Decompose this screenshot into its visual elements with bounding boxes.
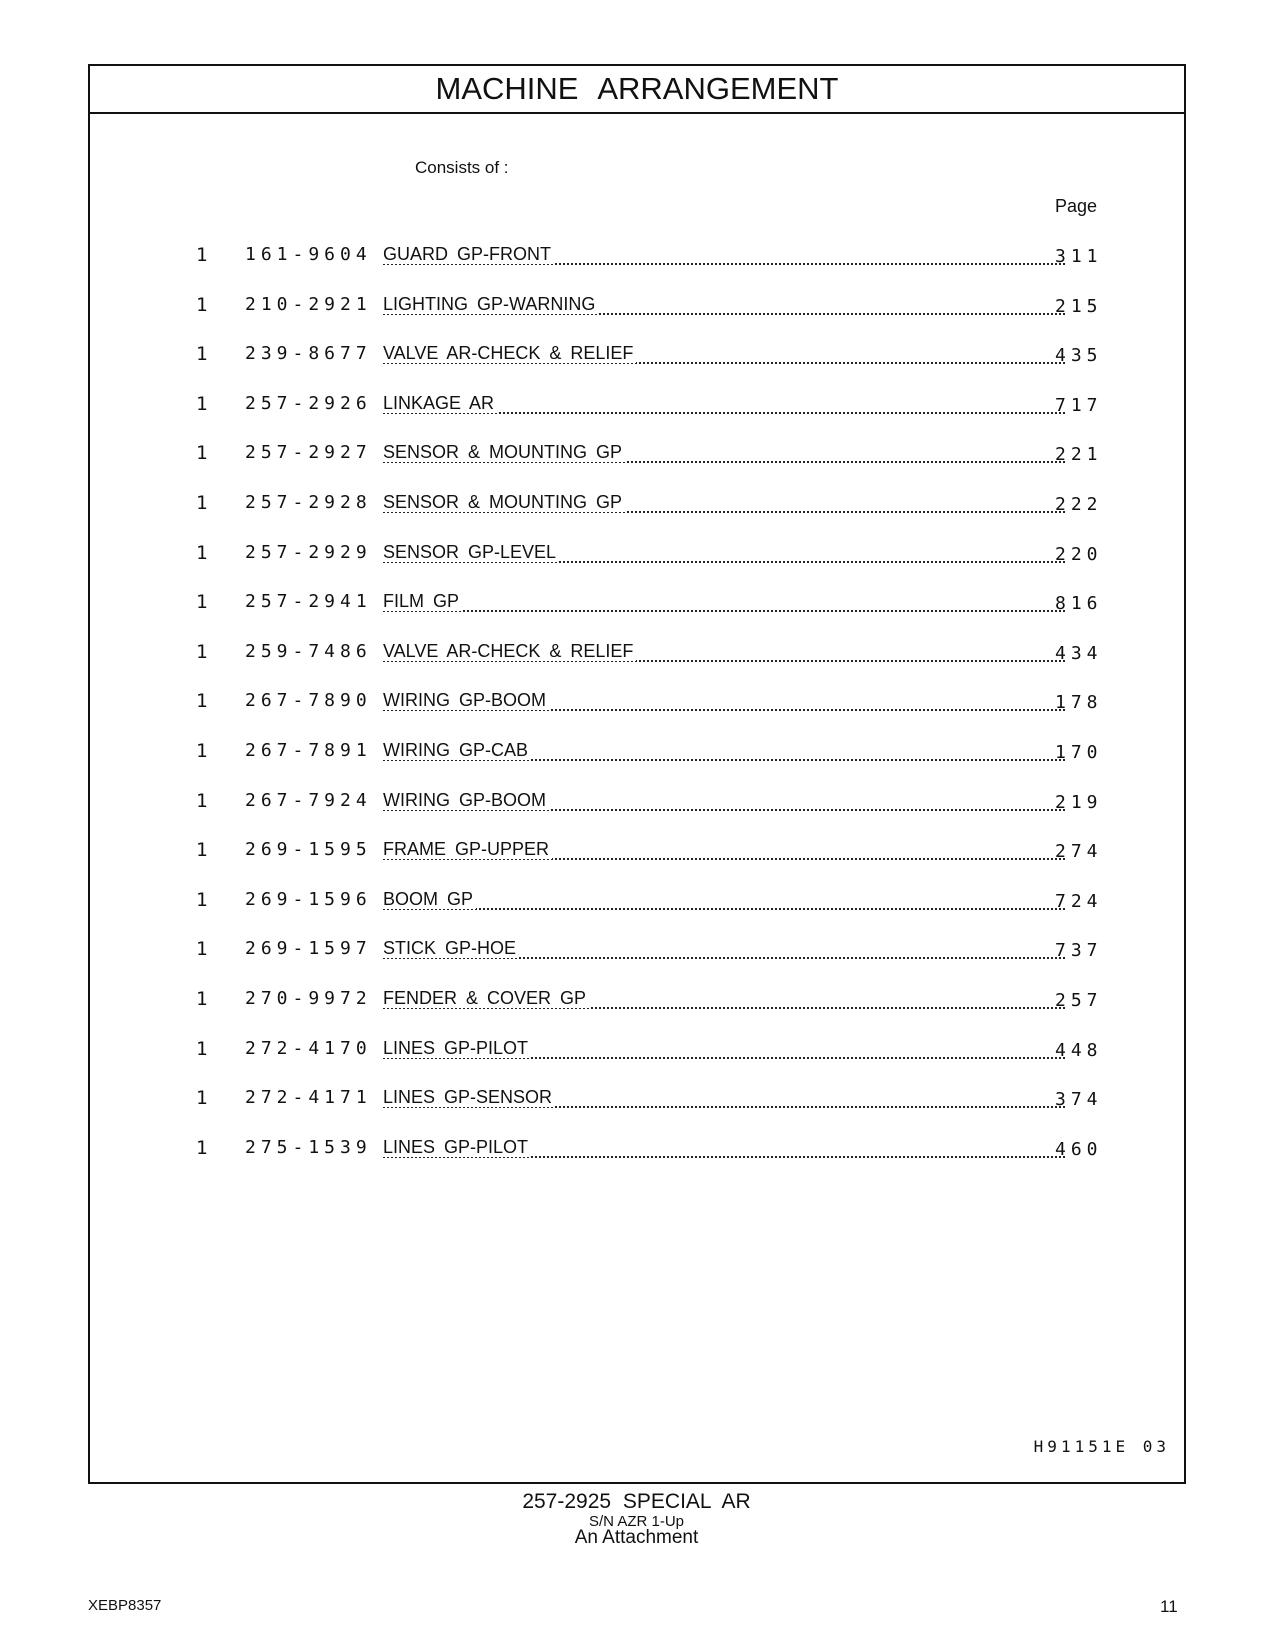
item-quantity: 1 bbox=[196, 690, 208, 713]
item-part-number: 257-2929 bbox=[245, 541, 372, 563]
item-description: BOOM GP bbox=[383, 889, 1065, 915]
item-page: 178 bbox=[1055, 692, 1103, 714]
item-description: SENSOR GP-LEVEL bbox=[383, 542, 1065, 568]
list-item bbox=[90, 690, 1184, 720]
item-part-number: 267-7924 bbox=[245, 789, 372, 811]
item-description: LINKAGE AR bbox=[383, 393, 1065, 419]
item-quantity: 1 bbox=[196, 492, 208, 514]
item-description: VALVE AR-CHECK & RELIEF bbox=[383, 641, 1065, 667]
item-part-number: 267-7890 bbox=[245, 690, 372, 712]
item-quantity: 1 bbox=[196, 988, 208, 1010]
item-quantity: 1 bbox=[196, 1136, 208, 1159]
item-quantity: 1 bbox=[196, 740, 208, 762]
item-page: 724 bbox=[1055, 890, 1103, 912]
item-part-number: 257-2927 bbox=[245, 442, 372, 464]
document-id: XEBP8357 bbox=[88, 1597, 162, 1614]
item-quantity: 1 bbox=[196, 392, 208, 415]
item-page: 222 bbox=[1055, 494, 1103, 515]
list-item bbox=[90, 1038, 1184, 1068]
item-quantity: 1 bbox=[196, 442, 208, 465]
list-item bbox=[90, 889, 1184, 919]
item-quantity: 1 bbox=[196, 343, 208, 366]
item-description: SENSOR & MOUNTING GP bbox=[383, 492, 1065, 518]
item-part-number: 275-1539 bbox=[245, 1136, 372, 1158]
list-item bbox=[90, 740, 1184, 770]
list-item bbox=[90, 839, 1184, 869]
list-item bbox=[90, 790, 1184, 820]
list-item bbox=[90, 641, 1184, 671]
item-page: 460 bbox=[1055, 1138, 1103, 1160]
item-page: 221 bbox=[1055, 444, 1103, 466]
item-description: LIGHTING GP-WARNING bbox=[383, 294, 1065, 320]
item-page: 274 bbox=[1055, 841, 1103, 863]
item-description: LINES GP-PILOT bbox=[383, 1038, 1065, 1064]
item-quantity: 1 bbox=[196, 1087, 208, 1110]
item-page: 257 bbox=[1055, 990, 1103, 1011]
consists-of-label: Consists of : bbox=[415, 158, 509, 177]
item-part-number: 161-9604 bbox=[245, 244, 372, 265]
item-description: WIRING GP-BOOM bbox=[383, 690, 1065, 716]
attachment-label: An Attachment bbox=[574, 1527, 699, 1548]
item-description: LINES GP-PILOT bbox=[383, 1137, 1065, 1163]
item-quantity: 1 bbox=[196, 541, 208, 564]
arrangement-name: 257-2925 SPECIAL AR bbox=[522, 1490, 751, 1513]
item-page: 220 bbox=[1055, 543, 1103, 565]
item-page: 816 bbox=[1055, 593, 1103, 615]
item-description: STICK GP-HOE bbox=[383, 938, 1065, 964]
serial-range: S/N AZR 1-Up bbox=[588, 1513, 685, 1530]
item-page: 448 bbox=[1055, 1039, 1103, 1061]
list-item bbox=[90, 542, 1184, 572]
list-item bbox=[90, 492, 1184, 522]
item-part-number: 259-7486 bbox=[245, 640, 372, 662]
item-page: 170 bbox=[1055, 742, 1103, 763]
item-part-number: 267-7891 bbox=[245, 740, 372, 761]
item-part-number: 272-4170 bbox=[245, 1037, 372, 1059]
list-item bbox=[90, 393, 1184, 423]
item-description: FILM GP bbox=[383, 591, 1065, 617]
item-page: 219 bbox=[1055, 791, 1103, 813]
item-quantity: 1 bbox=[196, 293, 208, 316]
item-quantity: 1 bbox=[196, 839, 208, 862]
item-page: 434 bbox=[1055, 642, 1103, 664]
list-item bbox=[90, 1137, 1184, 1167]
item-part-number: 272-4171 bbox=[245, 1087, 372, 1109]
item-description: LINES GP-SENSOR bbox=[383, 1087, 1065, 1113]
item-part-number: 210-2921 bbox=[245, 293, 372, 315]
item-part-number: 257-2941 bbox=[245, 591, 372, 613]
page-number: 11 bbox=[1160, 1597, 1178, 1616]
item-page: 311 bbox=[1055, 246, 1103, 267]
list-item bbox=[90, 591, 1184, 621]
item-quantity: 1 bbox=[196, 789, 208, 812]
list-item bbox=[90, 988, 1184, 1018]
item-description: WIRING GP-CAB bbox=[383, 740, 1065, 766]
item-quantity: 1 bbox=[196, 938, 208, 961]
item-description: GUARD GP-FRONT bbox=[383, 244, 1065, 270]
item-page: 737 bbox=[1055, 940, 1103, 962]
page-column-header: Page bbox=[1055, 196, 1098, 216]
page-title: MACHINE ARRANGEMENT bbox=[90, 66, 1184, 114]
item-page: 717 bbox=[1055, 394, 1103, 416]
list-item bbox=[90, 1087, 1184, 1117]
item-quantity: 1 bbox=[196, 244, 208, 266]
item-part-number: 269-1595 bbox=[245, 839, 372, 861]
item-part-number: 270-9972 bbox=[245, 988, 372, 1009]
list-item bbox=[90, 442, 1184, 472]
list-item bbox=[90, 343, 1184, 373]
item-part-number: 269-1597 bbox=[245, 938, 372, 960]
list-item bbox=[90, 294, 1184, 324]
item-quantity: 1 bbox=[196, 640, 208, 663]
item-description: SENSOR & MOUNTING GP bbox=[383, 442, 1065, 468]
item-description: VALVE AR-CHECK & RELIEF bbox=[383, 343, 1065, 369]
item-part-number: 269-1596 bbox=[245, 888, 372, 910]
item-description: FENDER & COVER GP bbox=[383, 988, 1065, 1014]
item-quantity: 1 bbox=[196, 1037, 208, 1060]
item-description: WIRING GP-BOOM bbox=[383, 790, 1065, 816]
item-part-number: 257-2926 bbox=[245, 392, 372, 414]
list-item bbox=[90, 244, 1184, 274]
item-quantity: 1 bbox=[196, 888, 208, 911]
item-part-number: 257-2928 bbox=[245, 492, 372, 513]
item-part-number: 239-8677 bbox=[245, 343, 372, 365]
item-description: FRAME GP-UPPER bbox=[383, 839, 1065, 865]
item-page: 435 bbox=[1055, 345, 1103, 367]
item-page: 374 bbox=[1055, 1089, 1103, 1111]
list-item bbox=[90, 938, 1184, 968]
illustration-code: H91151E 03 bbox=[1033, 1437, 1170, 1456]
item-quantity: 1 bbox=[196, 591, 208, 614]
item-page: 215 bbox=[1055, 295, 1103, 317]
arrangement-frame bbox=[88, 64, 1186, 1484]
